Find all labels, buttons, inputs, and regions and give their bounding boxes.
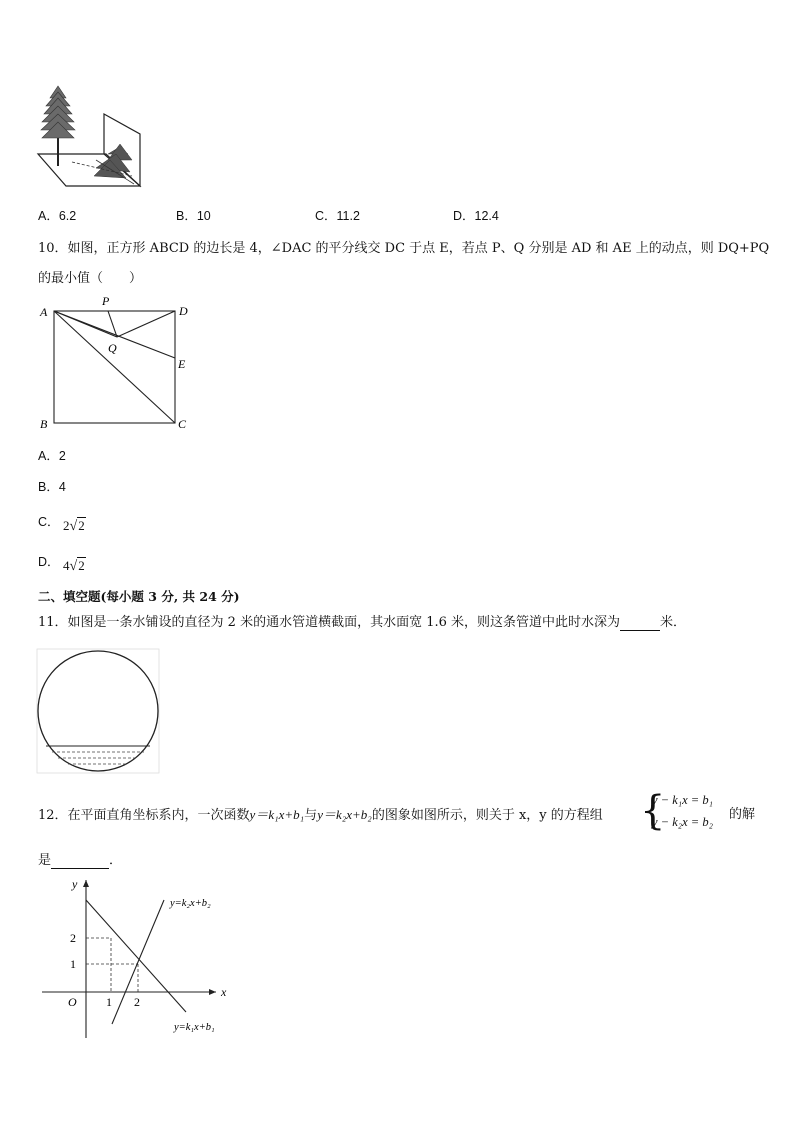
- tree-mirror-figure: [36, 84, 156, 190]
- section-2-title: 二、填空题(每小题 3 分, 共 24 分): [38, 589, 240, 604]
- origin-label: O: [68, 995, 77, 1009]
- q10-option-c: C． 2√2: [38, 515, 85, 534]
- label-c: C: [178, 417, 187, 431]
- q10-text-line1: 10．如图，正方形 ABCD 的边长是 4，∠DAC 的平分线交 DC 于点 E，若点 P、Q 分别是 AD 和 AE 上的动点，则 DQ+PQ: [38, 241, 770, 256]
- square-abcd-figure: [36, 290, 196, 436]
- system-eq-2: y − k₂x = b₂: [652, 815, 713, 829]
- left-brace: {: [640, 788, 666, 834]
- linear-functions-graph: [36, 872, 236, 1042]
- x-tick-2: 2: [134, 995, 140, 1009]
- y-tick-1: 1: [70, 957, 76, 971]
- label-q: Q: [108, 341, 117, 355]
- y-tick-2: 2: [70, 931, 76, 945]
- pipe-cross-section-figure: [36, 648, 162, 776]
- label-p: P: [102, 294, 110, 308]
- x-axis-label: x: [221, 985, 227, 999]
- y-axis-label: y: [72, 877, 78, 891]
- line-k2-label: y=k₂x+b₂: [170, 898, 211, 909]
- x-tick-1: 1: [106, 995, 112, 1009]
- label-b: B: [40, 417, 48, 431]
- label-a: A: [40, 305, 48, 319]
- q9-option-b: B．10: [176, 209, 211, 223]
- q10-option-d: D． 4√2: [38, 555, 85, 574]
- label-d: D: [179, 304, 188, 318]
- q12-line2: 是 ．: [38, 853, 123, 868]
- q10-option-b: B．4: [38, 480, 66, 494]
- q10-option-a: A．2: [38, 449, 66, 463]
- q12-text-end: 的解: [729, 807, 756, 822]
- q9-option-d: D．12.4: [453, 209, 499, 223]
- q9-option-a: A．6.2: [38, 209, 77, 223]
- q12-answer-blank[interactable]: [51, 854, 109, 869]
- q11-answer-blank[interactable]: [620, 616, 660, 631]
- q9-option-c: C．11.2: [315, 209, 360, 223]
- q11-text: 11．如图是一条水铺设的直径为 2 米的通水管道横截面，其水面宽 1.6 米，则这条管道中此时水深为 米．: [38, 615, 687, 630]
- q12-text: 12．在平面直角坐标系内，一次函数y＝k₁x+b₁与y＝k₂x+b₂的图象如图所示，则关于 x，y 的方程组: [38, 807, 603, 823]
- q10-text-line2: 的最小值（ ）: [38, 271, 143, 286]
- line-k1-label: y=k₁x+b₁: [174, 1022, 215, 1033]
- system-eq-1: y − k₁x = b₁: [652, 793, 713, 807]
- q12-equation-system: [640, 790, 726, 836]
- label-e: E: [178, 357, 186, 371]
